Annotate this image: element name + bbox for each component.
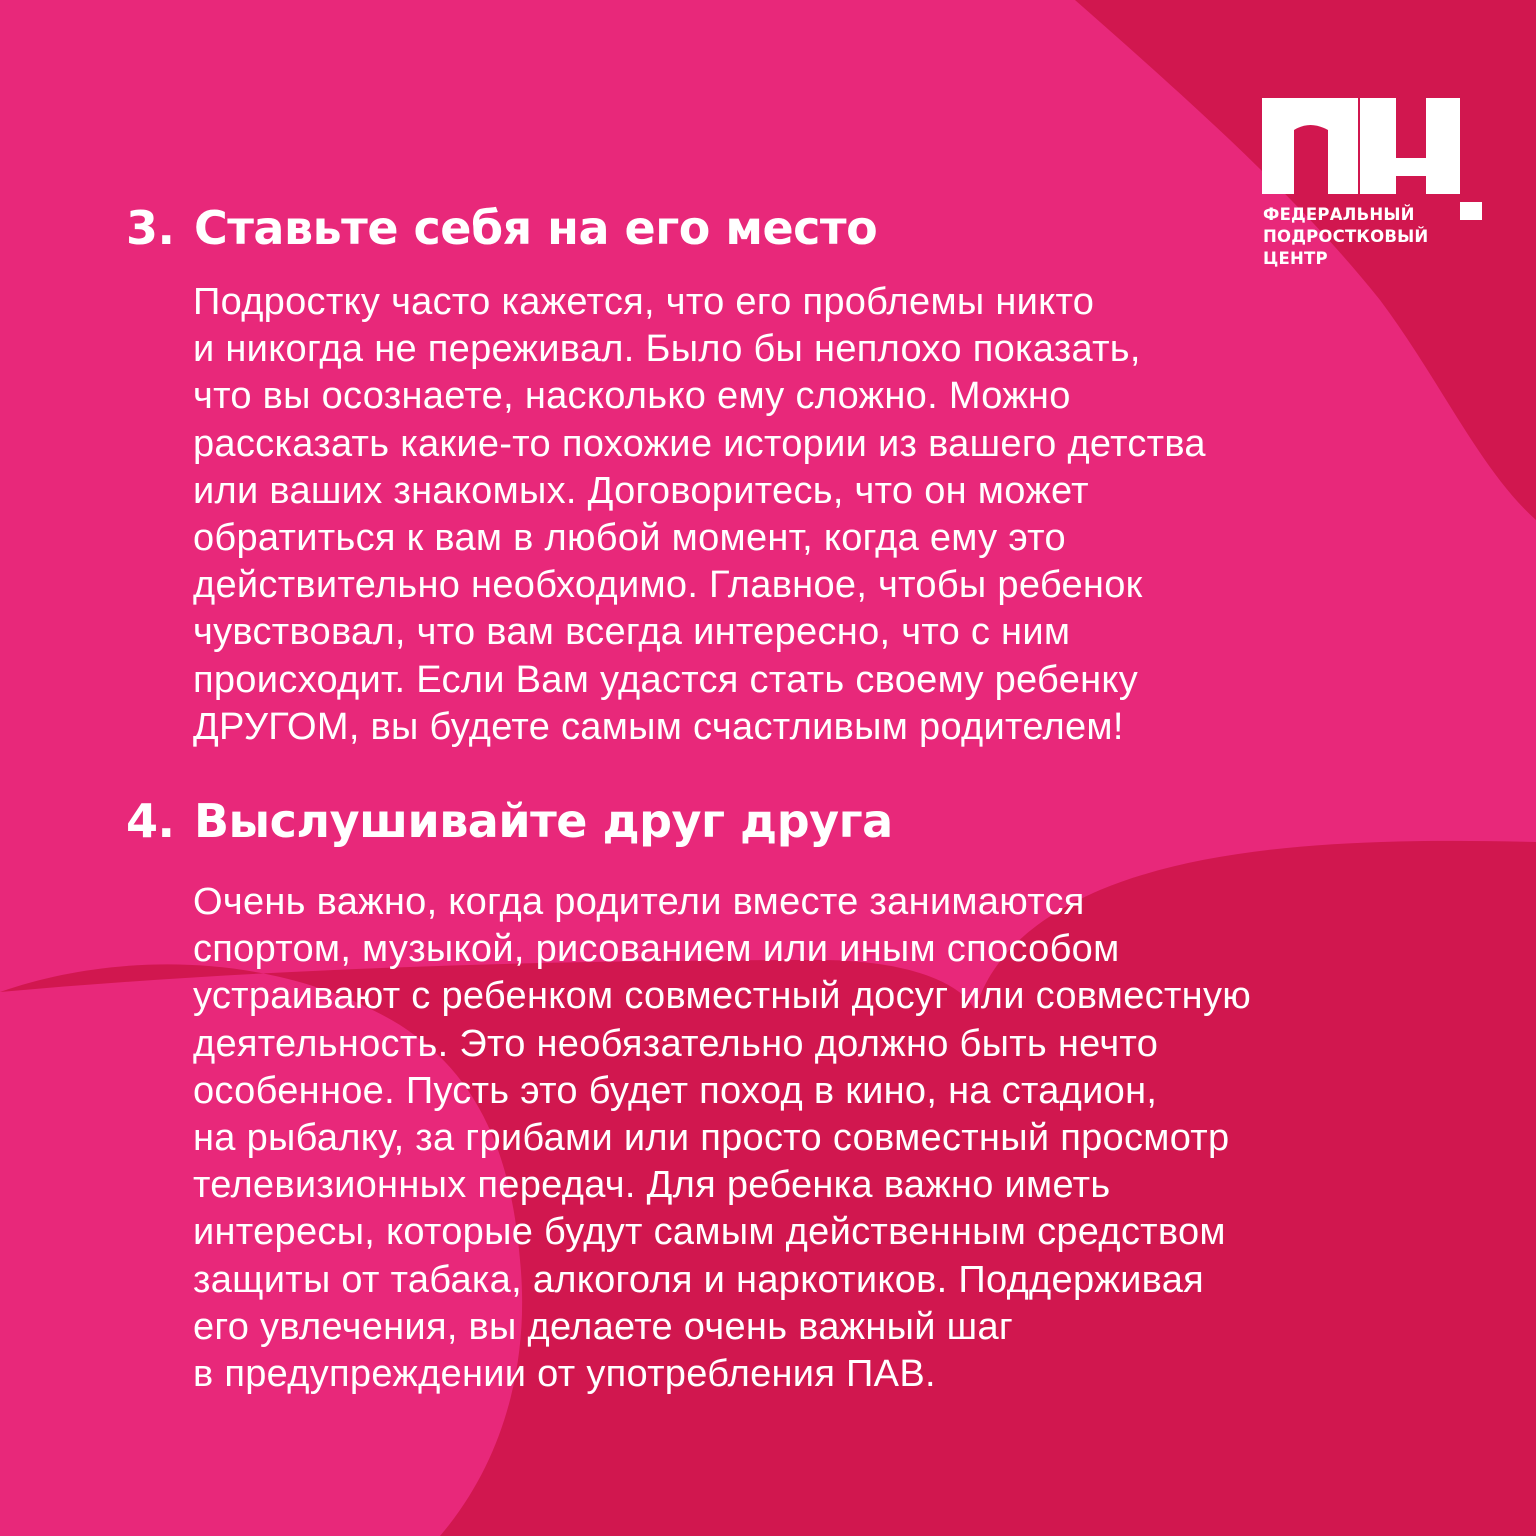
section-4-line: в предупреждении от употребления ПАВ. [193,1353,936,1396]
logo-line-1: ФЕДЕРАЛЬНЫЙ [1263,205,1415,224]
section-3-line: рассказать какие-то похожие истории из вашего детства [193,422,1206,465]
section-4-line: устраивают с ребенком совместный досуг или совместную [193,975,1252,1018]
section-3-line: действительно необходимо. Главное, чтобы ребенок [193,564,1143,607]
section-3-line: и никогда не переживал. Было бы неплохо показать, [193,328,1141,371]
section-3-line: или ваших знакомых. Договоритесь, что он может [193,469,1089,512]
section-4-line: интересы, которые будут самым действенным средством [193,1211,1226,1254]
section-4-heading [126,793,893,849]
section-4-line: телевизионных передач. Для ребенка важно иметь [193,1164,1111,1207]
section-4-line: спортом, музыкой, рисованием или иным способом [193,928,1120,971]
section-4-title: Выслушивайте друг друга [194,794,893,848]
section-3-title: Ставьте себя на его место [194,201,878,255]
section-3-body [193,279,1373,751]
section-3-line: обратиться к вам в любой момент, когда ему это [193,517,1066,560]
section-4-line: его увлечения, вы делаете очень важный шаг [193,1305,1014,1348]
logo-mark-icon [1260,98,1484,220]
section-3-line: ДРУГОМ, вы будете самым счастливым родителем! [193,705,1124,748]
section-4-line: на рыбалку, за грибами или просто совместный просмотр [193,1117,1230,1160]
section-3-line: что вы осознаете, насколько ему сложно. Можно [193,375,1071,418]
section-3-number: 3. [126,201,175,255]
logo-line-2: ПОДРОСТКОВЫЙ [1263,227,1429,246]
section-3-line: чувствовал, что вам всегда интересно, что с ним [193,611,1071,654]
section-3-heading [126,200,877,256]
logo-text [1263,204,1428,270]
section-4-body [193,879,1373,1398]
logo [1260,98,1490,278]
section-4-number: 4. [126,794,175,848]
section-3-line: Подростку часто кажется, что его проблемы никто [193,281,1095,323]
logo-line-3: ЦЕНТР [1263,249,1328,268]
section-4-line: особенное. Пусть это будет поход в кино, на стадион, [193,1069,1158,1112]
section-4-line: Очень важно, когда родители вместе занимаются [193,881,1085,923]
section-4-line: деятельность. Это необязательно должно быть нечто [193,1022,1159,1065]
section-3-line: происходит. Если Вам удастся стать своему ребенку [193,658,1139,701]
section-4-line: защиты от табака, алкоголя и наркотиков. Поддерживая [193,1258,1205,1301]
